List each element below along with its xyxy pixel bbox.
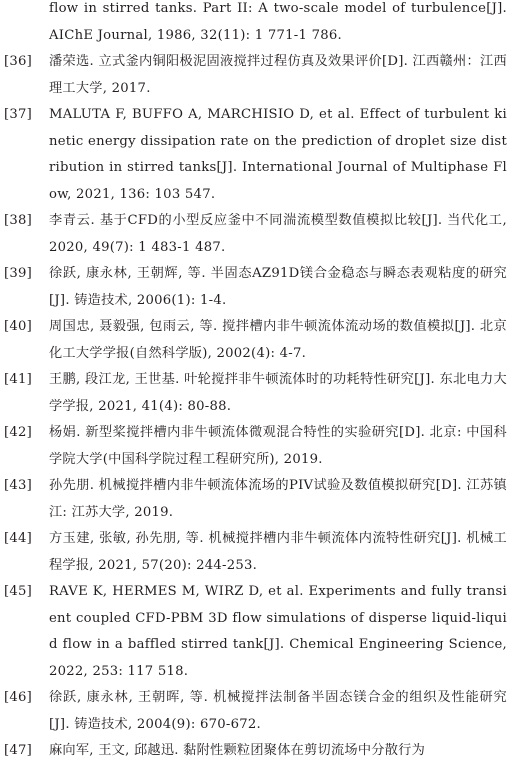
- reference-item: [2, 208, 507, 261]
- reference-text: 李青云. 基于CFD的小型反应釜中不同湍流模型数值模拟比较[J]. 当代化工, 2020, 49(7): 1 483-1 487.: [49, 213, 507, 255]
- reference-list: [2, 0, 507, 765]
- reference-item: [2, 314, 507, 367]
- reference-item: [2, 526, 507, 579]
- reference-item: [2, 738, 507, 765]
- reference-number: [45]: [4, 584, 33, 599]
- reference-text: RAVE K, HERMES M, WIRZ D, et al. Experiments and fully transient coupled CFD-PBM 3D flow simulations of disperse liquid-liquid flow in a baffled stirred tank[J]. Chemical Engineering Science, 2022, 253: 117 518.: [49, 584, 507, 679]
- reference-item: [2, 367, 507, 420]
- reference-item: [2, 102, 507, 208]
- reference-item: [2, 579, 507, 685]
- reference-item: [2, 420, 507, 473]
- reference-number: [38]: [4, 213, 33, 228]
- reference-number: [41]: [4, 372, 33, 387]
- reference-number: [39]: [4, 266, 33, 281]
- reference-number: [40]: [4, 319, 33, 334]
- reference-text: 潘荣选. 立式釜内铜阳极泥固液搅拌过程仿真及效果评价[D]. 江西赣州：江西理工大学, 2017.: [49, 54, 507, 96]
- reference-text: 方玉建, 张敏, 孙先朋, 等. 机械搅拌槽内非牛顿流体内流特性研究[J]. 机械工程学报, 2021, 57(20): 244-253.: [49, 531, 507, 573]
- reference-number: [44]: [4, 531, 33, 546]
- reference-item: [2, 685, 507, 738]
- reference-number: [37]: [4, 107, 33, 122]
- reference-text: 麻向军, 王文, 邱越迅. 黏附性颗粒团聚体在剪切流场中分散行为: [49, 743, 426, 758]
- reference-text: 徐跃, 康永林, 王朝晖, 等. 机械搅拌法制备半固态镁合金的组织及性能研究[J]. 铸造技术, 2004(9): 670-672.: [49, 690, 507, 732]
- reference-item: [2, 0, 507, 49]
- reference-text: 周国忠, 聂毅强, 包雨云, 等. 搅拌槽内非牛顿流体流动场的数值模拟[J]. 北京化工大学学报(自然科学版), 2002(4): 4-7.: [49, 319, 507, 361]
- reference-text: 王鹏, 段江龙, 王世基. 叶轮搅拌非牛顿流体时的功耗特性研究[J]. 东北电力大学学报, 2021, 41(4): 80-88.: [49, 372, 507, 414]
- reference-text: flow in stirred tanks. Part II: A two-scale model of turbulence[J]. AIChE Journal, 1986, 32(11): 1 771-1 786.: [49, 1, 507, 43]
- reference-text: MALUTA F, BUFFO A, MARCHISIO D, et al. Effect of turbulent kinetic energy dissipation rate on the prediction of droplet size distribution in stirred tanks[J]. International Journal of Multiphase Flow, 2021, 136: 103 547.: [49, 107, 507, 202]
- reference-text: 杨娟. 新型桨搅拌槽内非牛顿流体微观混合特性的实验研究[D]. 北京: 中国科学院大学(中国科学院过程工程研究所), 2019.: [49, 425, 507, 467]
- reference-item: [2, 261, 507, 314]
- reference-item: [2, 473, 507, 526]
- reference-number: [42]: [4, 425, 33, 440]
- reference-item: [2, 49, 507, 102]
- reference-number: [46]: [4, 690, 33, 705]
- reference-number: [43]: [4, 478, 33, 493]
- reference-text: 徐跃, 康永林, 王朝辉, 等. 半固态AZ91D镁合金稳态与瞬态表观粘度的研究[J]. 铸造技术, 2006(1): 1-4.: [49, 266, 507, 308]
- reference-text: 孙先朋. 机械搅拌槽内非牛顿流体流场的PIV试验及数值模拟研究[D]. 江苏镇江: 江苏大学, 2019.: [49, 478, 507, 520]
- reference-number: [47]: [4, 743, 33, 758]
- reference-number: [36]: [4, 54, 33, 69]
